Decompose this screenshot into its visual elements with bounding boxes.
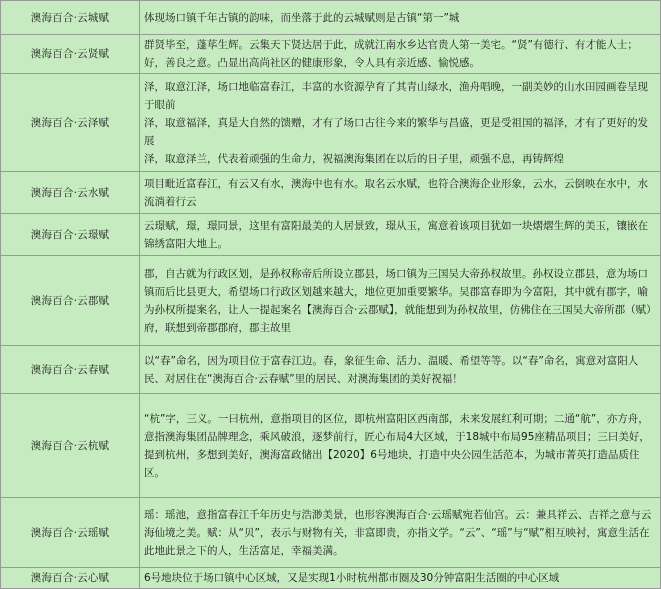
table-row [1,35,661,74]
project-name-cell[interactable]: 澳海百合·云春赋 [1,346,140,394]
description-line: 项目毗近富春江，有云又有水，澳海中也有水。取名云水赋，也符合澳海企业形象，云水，云倒映在水中，水流淌着行云 [144,177,648,208]
table-row [1,568,661,589]
description-cell[interactable] [140,498,661,568]
description-cell[interactable] [140,172,661,214]
project-name-cell[interactable]: 澳海百合·云郡赋 [1,256,140,346]
table-row [1,394,661,498]
project-name-cell[interactable]: 澳海百合·云杭赋 [1,394,140,498]
description-cell[interactable] [140,394,661,498]
description-line: 云璟赋，璟，璟同景，这里有富阳最美的人居景致，璟从玉，寓意着该项目犹如一块熠熠生辉的美玉，镶嵌在锦绣富阳大地上。 [144,219,648,250]
project-name-cell[interactable]: 澳海百合·云泽赋 [1,74,140,172]
description-cell[interactable] [140,1,661,35]
description-line: 6号地块位于场口镇中心区域，又是实现1小时杭州都市圈及30分钟富阳生活圈的中心区域 [144,572,560,584]
table-row [1,214,661,256]
description-line: 泽，取意江泽，场口地临富春江，丰富的水资源孕育了其青山绿水，渔舟唱晚，一副美妙的山水田园画卷呈现于眼前 [144,80,648,111]
naming-table-body [1,1,661,589]
project-name-cell[interactable]: 澳海百合·云瑶赋 [1,498,140,568]
description-line: 体现场口镇千年古镇的韵味，而坐落于此的云城赋则是古镇“第一”城 [144,11,460,24]
table-row [1,172,661,214]
description-line: “杭”字，三义。一曰杭州，意指项目的区位，即杭州富阳区西南部，未来发展红利可期；二通“航”，亦方舟，意指澳海集团品牌理念，乘风破浪，逐梦前行，匠心布局4大区域，于18城中布局95座精品项目；三曰美好，提到杭州，多想到美好，澳海富政储出【2020】6号地块，打造中央公园生活范本，为城市菁英打造品质住区。 [144,412,650,479]
description-cell[interactable] [140,568,661,589]
description-line: 泽，取意泽兰，代表着顽强的生命力，祝福澳海集团在以后的日子里，顽强不息，再铸辉煌 [144,152,564,165]
project-name-cell[interactable]: 澳海百合·云水赋 [1,172,140,214]
description-line: 郡，自古就为行政区划，是孙权称帝后所设立郡县，场口镇为三国吴大帝孙权故里。孙权设立郡县，意为场口镇而后比县更大，希望场口行政区划越来越大，地位更加重要繁华。吴郡富春即为今富阳，其中就有郡字，喻为孙权所提案名，让人一提起案名【澳海百合·云郡赋】，就能想到为孙权故里，仿佛住在三国吴大帝所郡（赋）府，联想到帝郡郡府，郡主故里 [144,267,652,334]
project-name-cell[interactable]: 澳海百合·云心赋 [1,568,140,589]
project-name-cell[interactable]: 澳海百合·云璟赋 [1,214,140,256]
description-cell[interactable] [140,346,661,394]
description-cell[interactable] [140,74,661,172]
table-row [1,74,661,172]
description-line: 群贤毕至，蓬荜生辉。云集天下贤达居于此，成就江南水乡达官贵人第一美宅。“贤”有德行、有才能人士；好，善良之意。凸显出高尚社区的健康形象，令人具有亲近感、愉悦感。 [144,39,638,69]
project-name-cell[interactable]: 澳海百合·云贤赋 [1,35,140,74]
project-name-cell[interactable]: 澳海百合·云城赋 [1,1,140,35]
description-cell[interactable] [140,35,661,74]
description-cell[interactable] [140,214,661,256]
description-line: 瑶：瑶池，意指富春江千年历史与浩渺美景，也形容澳海百合·云瑶赋宛若仙宫。云：兼具祥云、吉祥之意与云海仙境之美。赋：从“贝”，表示与财物有关，非富即贵，亦指文学。“云”、“瑶”与“赋”相互映衬，寓意生活在此地此景之下的人，生活富足，幸福美满。 [144,508,652,557]
table-row [1,256,661,346]
description-line: 以“春”命名，因为项目位于富春江边。春，象征生命、活力、温暖、希望等等。以“春”命名，寓意对富阳人民、对居住在“澳海百合·云春赋”里的居民、对澳海集团的美好祝福！ [144,354,639,385]
table-row [1,346,661,394]
description-cell[interactable] [140,256,661,346]
table-row [1,498,661,568]
description-line: 泽，取意福泽，真是大自然的馈赠，才有了场口古往今来的繁华与昌盛，更是受祖国的福泽，才有了更好的发展 [144,116,648,147]
table-row [1,1,661,35]
